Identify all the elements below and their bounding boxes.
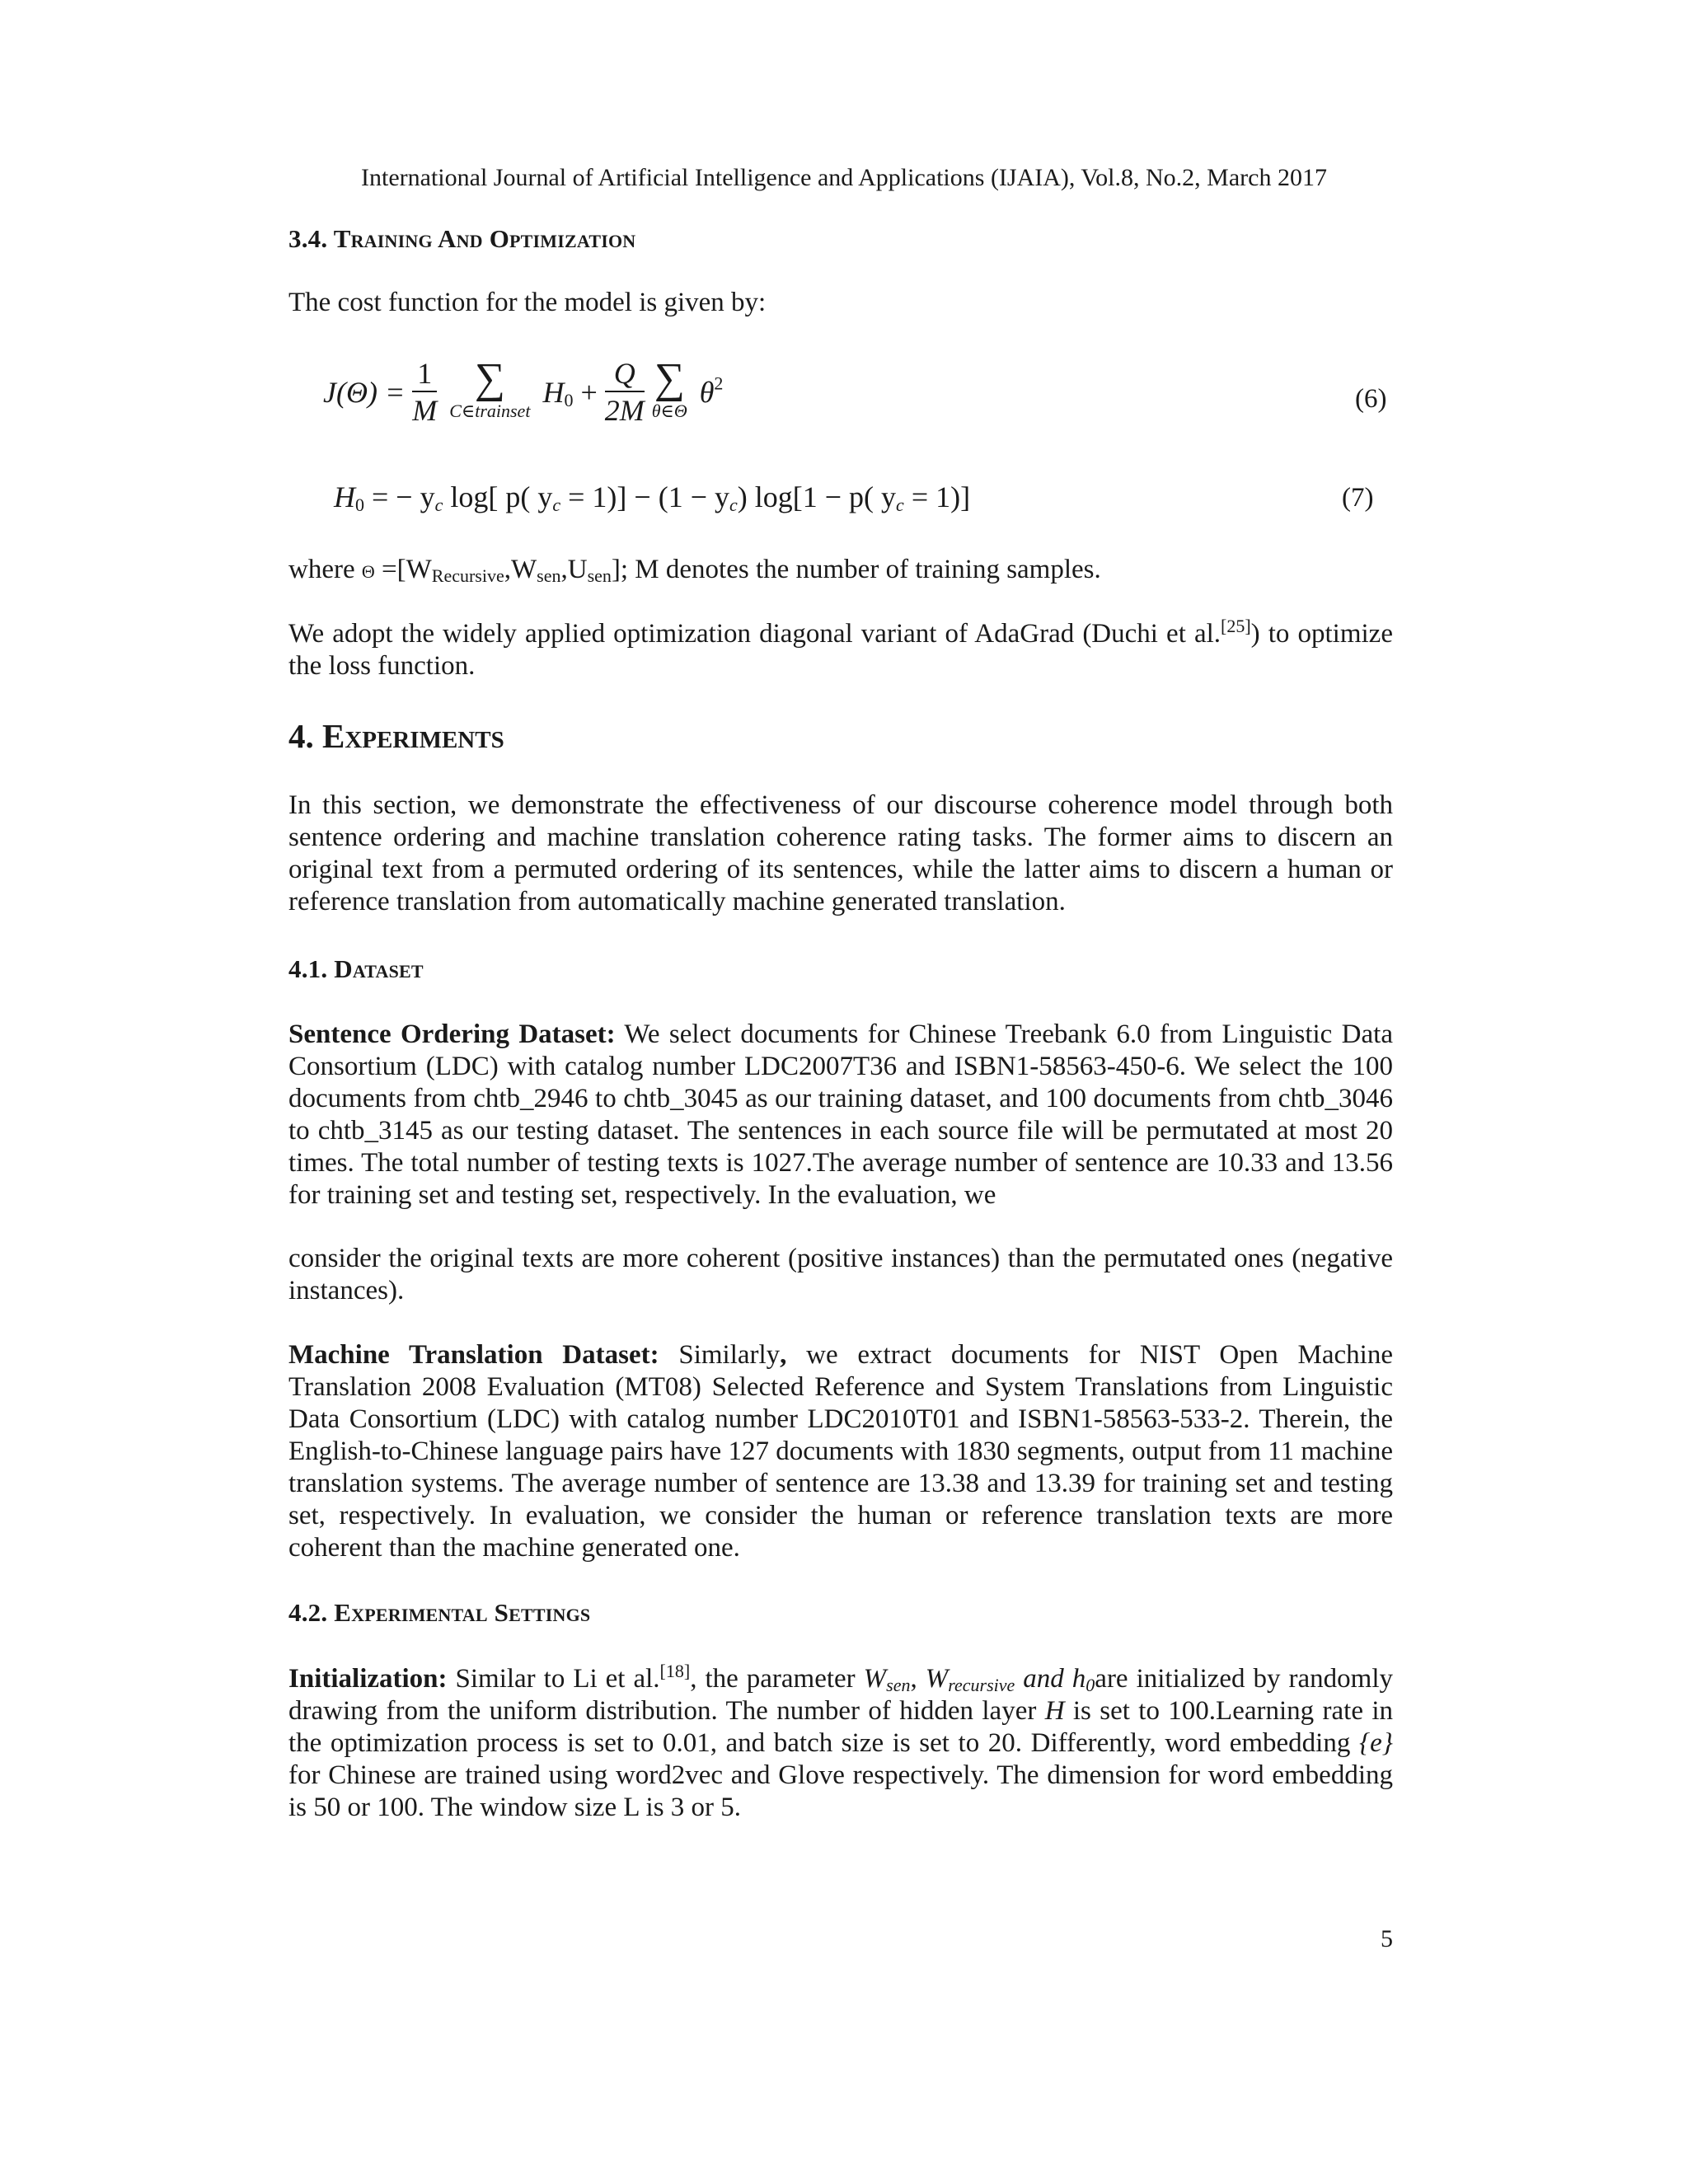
cost-function-intro: The cost function for the model is given by: [288,288,767,317]
sentence-ordering-paragraph: Sentence Ordering Dataset: We select documents for Chinese Treebank 6.0 from Linguistic Data Consortium (LDC) with catalog number LDC2007T36 and ISBN1-58563-450-6. We select the 100 documents from chtb_2946 to chtb_3045 as our training dataset, and 100 documents from chtb_3046 to chtb_3145 as our testing dataset. The sentences in each source file will be permutated at most 20 times. The total number of testing texts is 1027.The average number of sentence are 10.33 and 13.56 for training set and testing set, respectively. In the evaluation, we [288,1019,1393,1210]
section-heading-4-2: 4.2. Experimental Settings [288,1598,591,1627]
equation-7: $H_0$ = − $y_c$ log[ p( $y_c = 1)] - (1 - y_c)$ log[1 − p( $y_c = 1$)] [334,480,971,515]
machine-translation-paragraph: Machine Translation Dataset: Similarly, we extract documents for NIST Open Machine Translation 2008 Evaluation (MT08) Selected Reference and System Translations from Linguistic Data Consortium (LDC) with catalog number LDC2010T01 and ISBN1-58563-533-2. Therein, the English-to-Chinese language pairs have 127 documents with 1830 segments, output from 11 machine translation systems. The average number of sentence are 13.38 and 13.39 for training set and testing set, respectively. In evaluation, we consider the human or reference translation texts are more coherent than the machine generated one. [288,1340,1393,1563]
equation-6-number: (6) [1355,384,1387,414]
equation-7-number: (7) [1342,483,1374,513]
sum-over-trainset: ∑ C∈trainset [449,355,531,422]
initialization-paragraph: Initialization: Similar to Li et al.[18], the parameter $W_{sen}$, $W_{recursive}$ and $h_0are$ initialized by randomly drawing from the uniform distribution. The number of hidden layer H is set to 100.Learning rate in the optimization process is set to 0.01, and batch size is set to 20. Differently, word embedding {e} for Chinese are trained using word2vec and Glove respectively. The dimension for word embedding is 50 or 100. The window size L is 3 or 5. [288,1661,1393,1822]
fraction-Q-over-2M: $\frac{Q}{2M}$ [604,357,645,427]
sum-over-theta: ∑ θ∈Θ [651,355,687,422]
section-heading-4-1: 4.1. Dataset [288,954,424,983]
fraction-1-over-M: $\frac{1}{M}$ [412,357,438,427]
section-heading-3-4: 3.4. Training And Optimization [288,224,636,253]
running-header: International Journal of Artificial Intelligence and Applications (IJAIA), Vol.8, No.2, March 2017 [361,164,1327,191]
page-number: 5 [1381,1925,1393,1952]
adagrad-paragraph: We adopt the widely applied optimization diagonal variant of AdaGrad (Duchi et al.[25]) to optimize the loss function. [288,616,1393,681]
section-heading-4: 4. Experiments [288,717,504,755]
equation-6: J(Θ) = $\frac{1}{M}$ ∑ C∈trainset $H_0$ + $\frac{Q}{2M}$ ∑ θ∈Θ $\theta^2$ [323,355,724,427]
experiments-paragraph: In this section, we demonstrate the effectiveness of our discourse coherence model through both sentence ordering and machine translation coherence rating tasks. The former aims to discern an original text from a permuted ordering of its sentences, while the latter aims to discern a human or reference translation from automatically machine generated translation. [288,790,1393,916]
where-definition: where $\Theta =[W_{Recursive},W_{sen},U_{sen}]$; M denotes the number of training samples. [288,555,1101,586]
sentence-ordering-continued: consider the original texts are more coherent (positive instances) than the permutated ones (negative instances). [288,1244,1393,1305]
